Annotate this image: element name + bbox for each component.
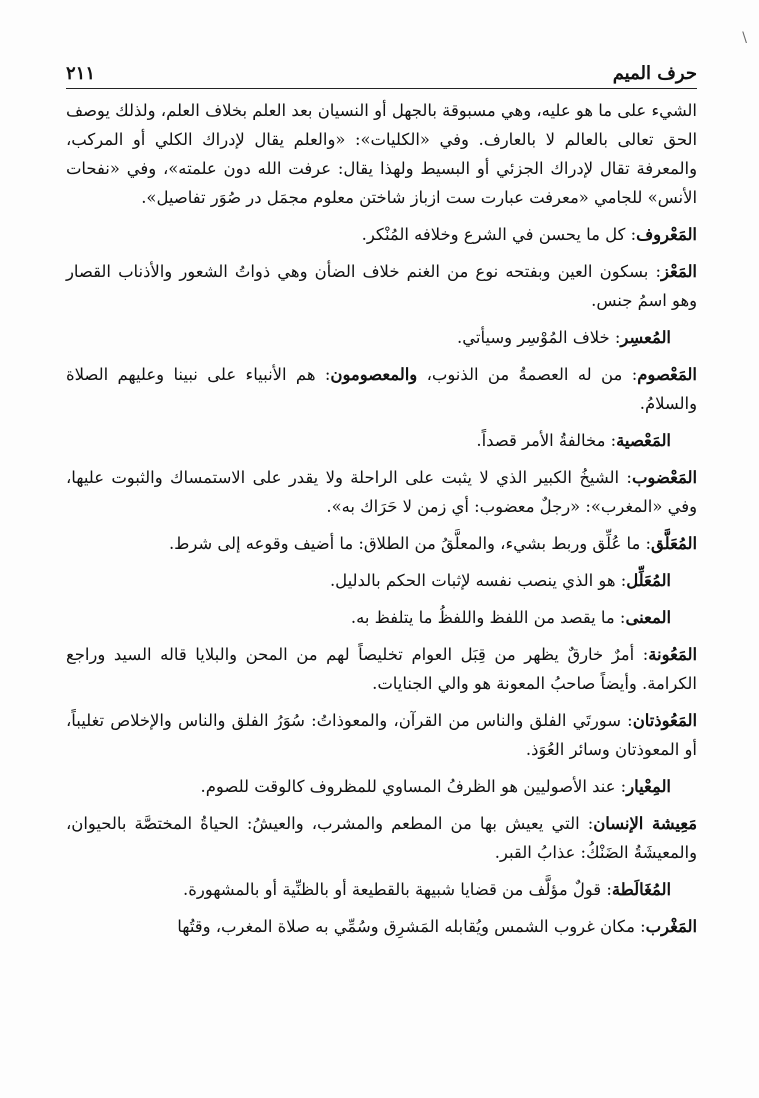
entry-term: المَعُوذتان	[632, 711, 697, 730]
entry-term: المَعْز	[661, 262, 697, 281]
entry-maona	[66, 640, 697, 698]
header-rule	[66, 88, 697, 89]
entry-miyar	[66, 772, 697, 801]
entry-masum	[66, 360, 697, 418]
entry-muasir	[66, 323, 697, 352]
entry-term: المِعْيار	[626, 777, 671, 796]
margin-mark: \	[742, 30, 747, 46]
entry-maaruf	[66, 220, 697, 249]
entry-muallaq	[66, 529, 697, 558]
entry-text: : قولٌ مؤلَّف من قضايا شبيهة بالقطيعة أو بالظنِّية أو بالمشهورة.	[183, 880, 612, 899]
page-body	[66, 96, 697, 949]
entry-text: : مكان غروب الشمس ويُقابله المَشرِق وسُمِّي به صلاة المغرب، وقتُها	[177, 917, 646, 936]
entry-term: المَعْصوم	[637, 365, 697, 384]
entry-text: : كل ما يحسن في الشرع وخلافه المُنْكر.	[361, 225, 637, 244]
entry-term: المَعُونة	[648, 645, 697, 664]
entry-term: المَعْصية	[616, 431, 671, 450]
entry-madub	[66, 463, 697, 521]
paragraph-continuation	[66, 96, 697, 212]
entry-muallil	[66, 566, 697, 595]
entry-term: المُغَالَطة	[611, 880, 671, 899]
entry-masiya	[66, 426, 697, 455]
entry-mughalata	[66, 875, 697, 904]
entry-term-secondary: والمعصومون	[330, 365, 418, 384]
entry-term: مَعِيشة الإنسان	[593, 814, 697, 833]
entry-term: المعنى	[625, 608, 671, 627]
entry-term: المُعَلَّق	[650, 534, 697, 553]
entry-maisha	[66, 809, 697, 867]
entry-term: المَغْرب	[645, 917, 697, 936]
entry-term: المَعْروف	[636, 225, 697, 244]
entry-text: : التي يعيش بها من المطعم والمشرب، والعيشُ: الحياةُ المختصَّة بالحيوان، والمعيشَةُ الضَنْكُ: عذابُ القبر.	[66, 814, 697, 862]
paragraph-text: الشيء على ما هو عليه، وهي مسبوقة بالجهل أو النسيان بعد العلم بخلاف العلم، ولذلك يوصف الحق تعالى بالعالم لا بالعارف. وفي «الكليات»: «والعلم يقال لإدراك الكلي أو المركب، والمعرفة تقال لإدراك الجزئي أو البسيط ولهذا يقال: عرفت الله دون علمته»، وفي «نفحات الأنس» للجامي «معرفت عبارت ست ازباز شاختن معلوم مجمَل در صُوَر تفاصيل».	[66, 101, 697, 207]
page-number: ٢١١	[66, 63, 96, 84]
entry-term: المُعسِر	[620, 328, 671, 347]
entry-maghrib	[66, 912, 697, 941]
entry-text: : مخالفةُ الأمر قصداً.	[476, 431, 617, 450]
entry-text: : ما عُلِّق وربط بشيء، والمعلَّقُ من الطلاق: ما أضيف وقوعه إلى شرط.	[168, 534, 651, 553]
entry-text: : هو الذي ينصب نفسه لإثبات الحكم بالدليل.	[329, 571, 627, 590]
entry-text: : عند الأصوليين هو الظرفُ المساوي للمظروف كالوقت للصوم.	[200, 777, 627, 796]
chapter-title: حرف الميم	[612, 63, 697, 84]
page-header	[66, 56, 697, 84]
entry-mana	[66, 603, 697, 632]
entry-text: : من له العصمةُ من الذنوب،	[417, 365, 638, 384]
entry-text: : خلاف المُوْسِر وسيأتي.	[457, 328, 621, 347]
entry-text: : سورتَي الفلق والناس من القرآن، والمعوذاتُ: سُوَرُ الفلق والناس والإخلاص تغليباً، أو المعوذتان وسائر العُوَذ.	[66, 711, 697, 759]
entry-text-secondary: : هم الأنبياء على نبينا وعليهم الصلاة والسلامُ.	[66, 365, 697, 413]
entry-text: : الشيخُ الكبير الذي لا يثبت على الراحلة ولا يقدر على الاستمساك والثبوت عليها، وفي «المغرب»: «رجلٌ معضوب: أي زمن لا حَرَاك به».	[66, 468, 697, 516]
entry-text: : أمرٌ خارقٌ يظهر من قِبَل العوام تخليصاً لهم من المحن والبلايا قاله السيد وراجع الكرامة. وأيضاً صاحبُ المعونة هو والي الجنايات.	[66, 645, 697, 693]
entry-text: : بسكون العين وبفتحه نوع من الغنم خلاف الضأن وهي ذواتُ الشعور والأذناب القصار وهو اسمُ جنس.	[66, 262, 697, 310]
entry-muawwidhatan	[66, 706, 697, 764]
entry-term: المُعَلِّل	[626, 571, 671, 590]
entry-term: المَعْضوب	[631, 468, 697, 487]
entry-maaz	[66, 257, 697, 315]
entry-text: : ما يقصد من اللفظ واللفظُ ما يتلفظ به.	[350, 608, 626, 627]
